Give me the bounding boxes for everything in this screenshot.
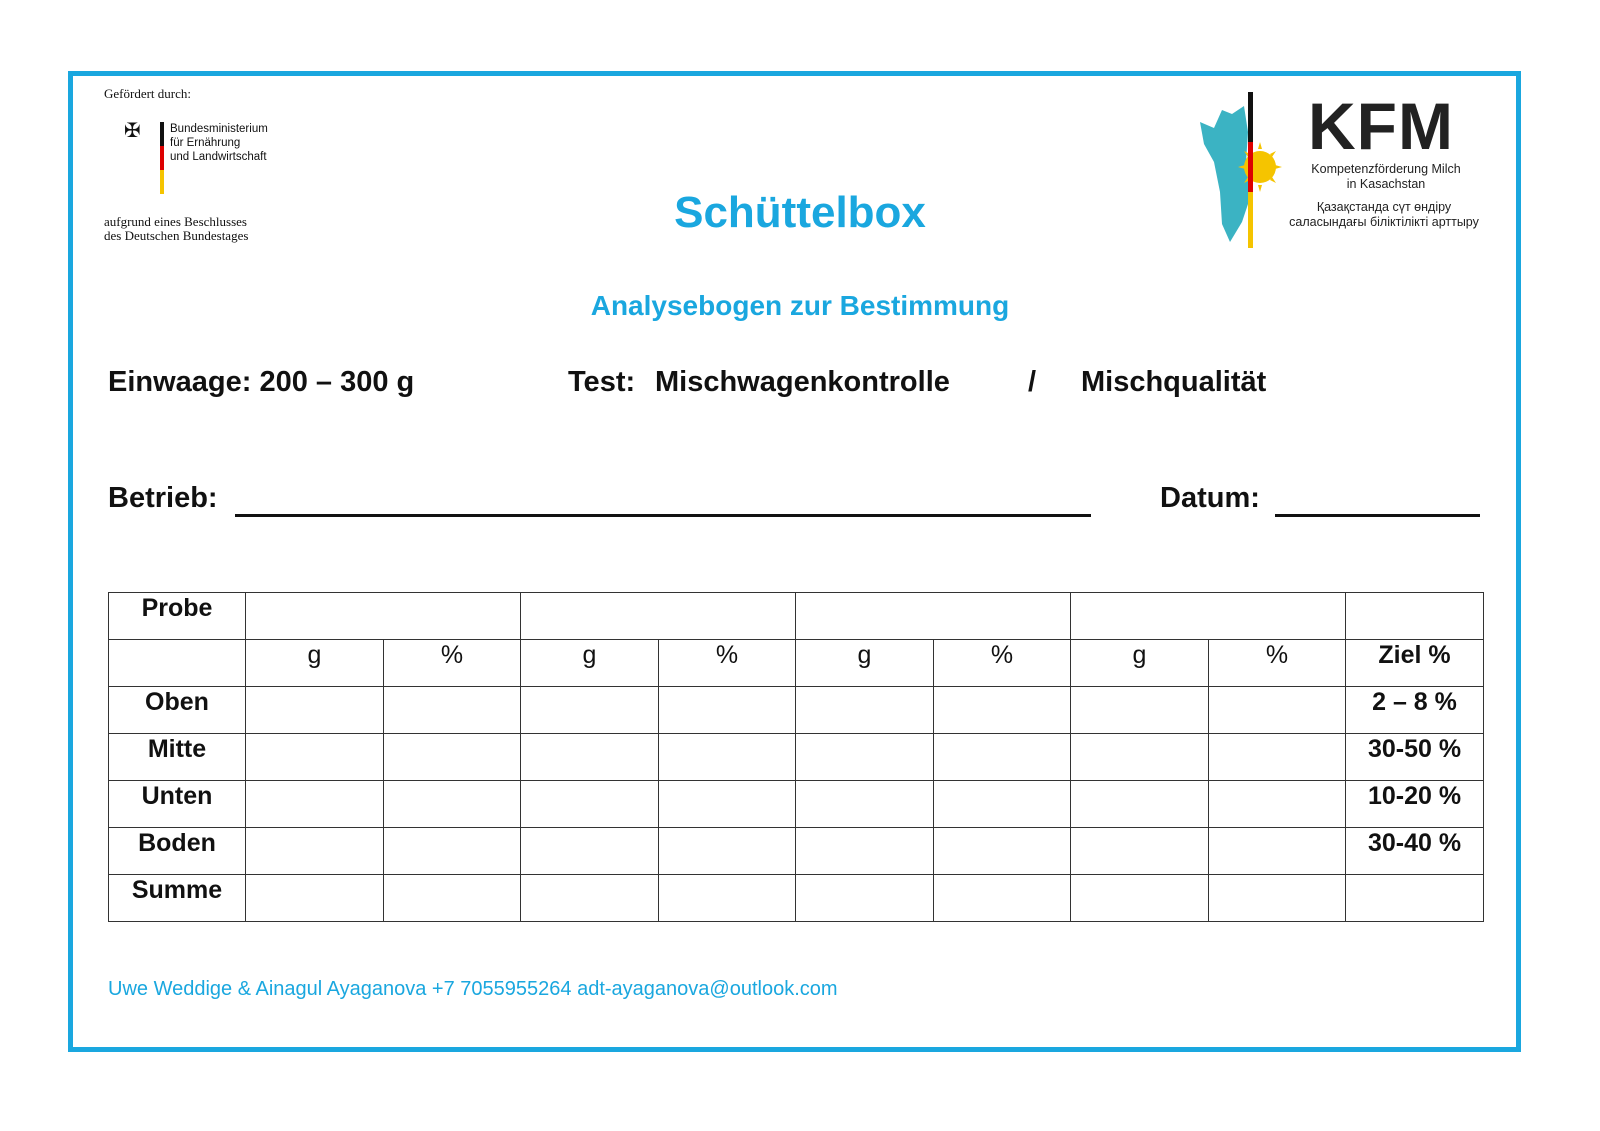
table-row (109, 781, 1484, 828)
input-cell[interactable] (934, 828, 1071, 875)
kfm-subtitle-line: саласындағы біліктілікті арттыру (1289, 215, 1479, 229)
resolution-line: aufgrund eines Beschlusses (104, 214, 247, 229)
ministry-line: und Landwirtschaft (170, 151, 267, 163)
unit-g-header: g (521, 640, 659, 687)
kfm-subtitle-line: Қазақстанда сүт өндіру (1316, 200, 1452, 214)
farm-input-line[interactable] (235, 484, 1091, 522)
probe-header: Probe (109, 593, 246, 640)
input-cell[interactable] (659, 875, 796, 922)
input-cell[interactable] (1071, 781, 1209, 828)
row-label: Unten (109, 781, 246, 828)
input-cell[interactable] (1071, 687, 1209, 734)
page-subtitle: Analysebogen zur Bestimmung (590, 290, 1010, 321)
ministry-line: für Ernährung (170, 137, 241, 149)
table-row (109, 593, 1484, 640)
row-label: Boden (109, 828, 246, 875)
input-cell[interactable] (1209, 875, 1346, 922)
target-value: 30-50 % (1346, 734, 1484, 781)
sample-name-cell[interactable] (796, 593, 1071, 640)
row-label: Oben (109, 687, 246, 734)
unit-g-header: g (796, 640, 934, 687)
unit-percent-header: % (1209, 640, 1346, 687)
input-cell[interactable] (246, 781, 384, 828)
input-cell[interactable] (796, 781, 934, 828)
sample-name-cell[interactable] (246, 593, 521, 640)
table-cell (109, 640, 246, 687)
table-row (109, 687, 1484, 734)
input-cell[interactable] (246, 734, 384, 781)
kfm-subtitle-kz (1274, 200, 1494, 230)
input-cell[interactable] (659, 828, 796, 875)
table-row (109, 734, 1484, 781)
input-cell[interactable] (934, 734, 1071, 781)
input-cell[interactable] (659, 781, 796, 828)
input-cell[interactable] (1209, 828, 1346, 875)
target-value: 30-40 % (1346, 828, 1484, 875)
input-cell[interactable] (1209, 781, 1346, 828)
german-flag-icon (160, 122, 164, 194)
input-cell[interactable] (659, 734, 796, 781)
target-value: 2 – 8 % (1346, 687, 1484, 734)
farm-label: Betrieb: (108, 482, 218, 514)
input-cell[interactable] (384, 781, 521, 828)
input-cell[interactable] (796, 687, 934, 734)
test-option-mix-quality: Mischqualität (1081, 366, 1267, 398)
unit-g-header: g (246, 640, 384, 687)
target-value: 10-20 % (1346, 781, 1484, 828)
input-cell[interactable] (934, 687, 1071, 734)
input-cell[interactable] (246, 687, 384, 734)
input-cell[interactable] (384, 734, 521, 781)
ministry-logo (124, 118, 294, 196)
kfm-subtitle-line: in Kasachstan (1346, 177, 1426, 191)
input-cell[interactable] (1071, 734, 1209, 781)
input-cell[interactable] (1209, 687, 1346, 734)
sample-name-cell[interactable] (1071, 593, 1346, 640)
table-row (109, 875, 1484, 922)
resolution-line: des Deutschen Bundestages (104, 228, 249, 243)
input-cell[interactable] (1071, 875, 1209, 922)
ministry-name (170, 122, 300, 164)
test-option-mixer-control: Mischwagenkontrolle (655, 366, 950, 398)
input-cell[interactable] (934, 875, 1071, 922)
input-cell[interactable] (384, 875, 521, 922)
ministry-line: Bundesministerium (170, 123, 268, 135)
input-cell[interactable] (521, 828, 659, 875)
table-row (109, 828, 1484, 875)
analysis-table (108, 592, 1484, 922)
input-cell[interactable] (1209, 734, 1346, 781)
kfm-subtitle-de (1296, 162, 1476, 192)
input-cell[interactable] (246, 875, 384, 922)
row-label: Mitte (109, 734, 246, 781)
test-separator: / (1028, 366, 1037, 398)
input-cell[interactable] (521, 875, 659, 922)
page-title: Schüttelbox (674, 188, 926, 237)
input-cell[interactable] (384, 828, 521, 875)
footer-contact: Uwe Weddige & Ainagul Ayaganova +7 7055955264 adt-ayaganova@outlook.com (108, 978, 838, 1000)
sample-name-cell[interactable] (521, 593, 796, 640)
table-cell (1346, 593, 1484, 640)
federal-eagle-icon: ✠ (124, 120, 141, 142)
input-cell[interactable] (796, 875, 934, 922)
input-cell[interactable] (521, 687, 659, 734)
input-cell[interactable] (384, 687, 521, 734)
row-label: Summe (109, 875, 246, 922)
target-value (1346, 875, 1484, 922)
kfm-logo (1200, 89, 1500, 252)
kfm-letters: KFM (1308, 89, 1454, 163)
input-cell[interactable] (521, 734, 659, 781)
unit-g-header: g (1071, 640, 1209, 687)
input-cell[interactable] (934, 781, 1071, 828)
funded-by-label: Gefördert durch: (104, 86, 191, 101)
input-cell[interactable] (1071, 828, 1209, 875)
input-cell[interactable] (246, 828, 384, 875)
input-cell[interactable] (659, 687, 796, 734)
input-cell[interactable] (521, 781, 659, 828)
kfm-subtitle-line: Kompetenzförderung Milch (1311, 162, 1461, 176)
table-row (109, 640, 1484, 687)
unit-percent-header: % (934, 640, 1071, 687)
test-label: Test: (568, 366, 636, 398)
date-label: Datum: (1160, 482, 1260, 514)
unit-percent-header: % (384, 640, 521, 687)
unit-percent-header: % (659, 640, 796, 687)
date-input-line[interactable] (1275, 484, 1480, 522)
target-header: Ziel % (1346, 640, 1484, 687)
input-cell[interactable] (796, 734, 934, 781)
weight-label: Einwaage: 200 – 300 g (108, 366, 415, 398)
input-cell[interactable] (796, 828, 934, 875)
